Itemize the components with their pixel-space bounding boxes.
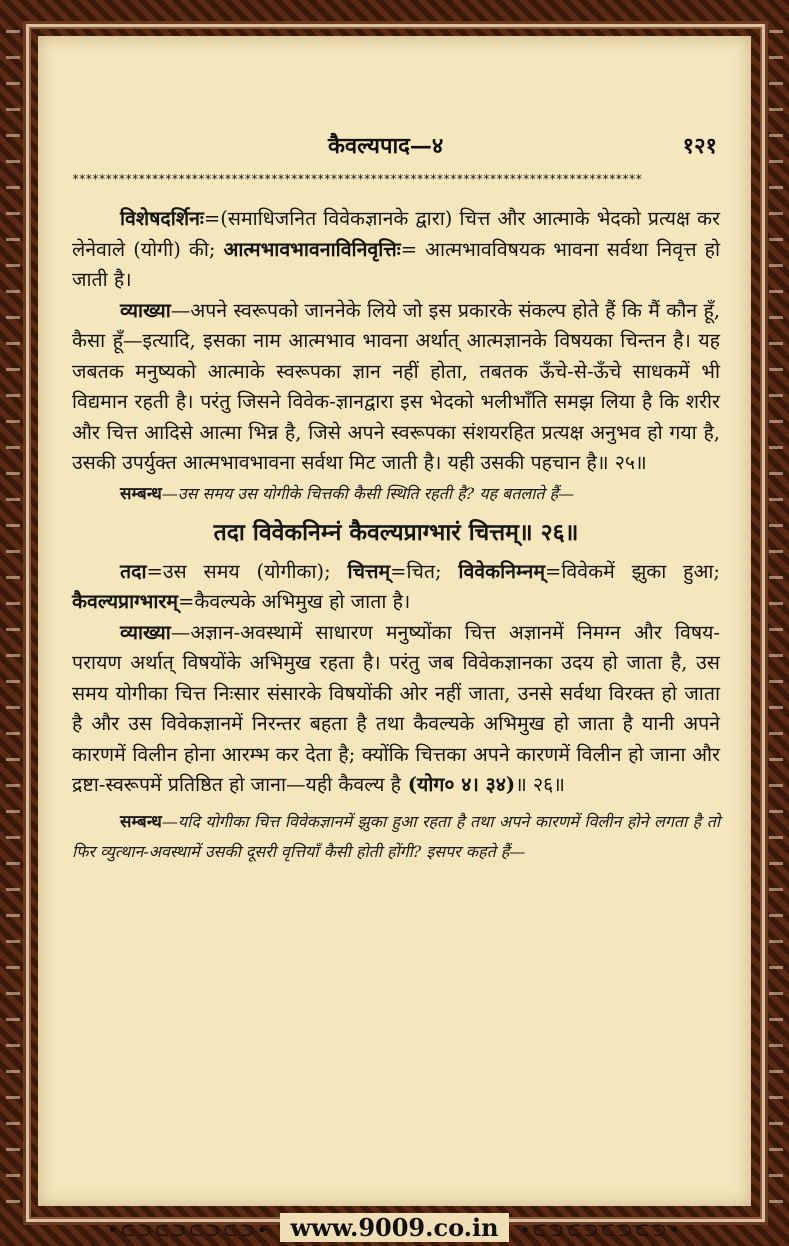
paragraph-definitions-25 bbox=[72, 204, 720, 296]
term: तदा bbox=[120, 559, 147, 583]
page-header bbox=[38, 126, 751, 166]
term: विवेकनिम्नम् bbox=[458, 559, 546, 583]
definition-text: =(समाधिजनित विवेकज्ञानके द्वारा) चित्त और आत्माके भेदको प्रत्यक्ष कर लेनेवाले (योगी) की; bbox=[72, 207, 720, 261]
footer-ornament-right: •⊂⊃⊂⊃⊂⊃⊂⊃• bbox=[519, 1220, 682, 1241]
footer-ornament-left: •⊂⊃⊂⊃⊂⊃⊂⊃• bbox=[107, 1220, 270, 1241]
footer bbox=[0, 1214, 789, 1242]
term: आत्मभावभावनाविनिवृत्तिः bbox=[223, 237, 401, 261]
relation-label: सम्बन्ध bbox=[120, 811, 162, 832]
left-ornament-border bbox=[6, 30, 20, 1216]
term: चित्तम् bbox=[347, 559, 391, 583]
definition-text: =विवेकमें झुका हुआ; bbox=[545, 559, 721, 583]
relation-note-2 bbox=[72, 807, 720, 867]
relation-note-1 bbox=[72, 479, 720, 509]
sutra-26: तदा विवेकनिम्नं कैवल्यप्राग्भारं चित्तम्॥ २६॥ bbox=[213, 518, 579, 546]
commentary-text: —अपने स्वरूपको जाननेके लिये जो इस प्रकारके संकल्प होते हैं कि मैं कौन हूँ, कैसा हूँ—इत्यादि, इसका नाम आत्मभाव भावना अर्थात् आत्मज्ञानके विषयका चिन्तन है। यह जबतक मनुष्यको आत्माके स्वरूपका ज्ञान नहीं होता, तबतक ऊँचे-से-ऊँचे साधकमें भी विद्यमान रहती है। परंतु जिसने विवेक-ज्ञानद्वारा इस भेदको भलीभाँति समझ लिया है कि शरीर और चित्त आदिसे आत्मा भिन्न है, जिसे अपने स्वरूपका संशयरहित प्रत्यक्ष अनुभव हो गया है, उसकी उपर्युक्त आत्मभावभावना सर्वथा मिट जाती है। यही उसकी पहचान है॥ २५॥ bbox=[72, 298, 720, 474]
definition-text: =चित; bbox=[390, 559, 459, 583]
definition-text: =उस समय (योगीका); bbox=[146, 559, 348, 583]
chapter-title: कैवल्यपाद—४ bbox=[328, 133, 444, 159]
book-page bbox=[38, 36, 751, 1206]
relation-text: —उस समय उस योगीके चित्तकी कैसी स्थिति रहती है? यह बतलाते हैं— bbox=[161, 483, 575, 503]
verse-end: ॥ २६॥ bbox=[515, 773, 565, 796]
footer-url-link[interactable]: www.9009.co.in bbox=[280, 1213, 508, 1242]
paragraph-definitions-26 bbox=[72, 557, 720, 618]
commentary-label: व्याख्या bbox=[120, 620, 171, 644]
term: विशेषदर्शिनः bbox=[120, 207, 204, 230]
page-number: १२१ bbox=[682, 133, 717, 159]
definition-text: = आत्मभावविषयक भावना सर्वथा निवृत्त हो जाती है। bbox=[72, 237, 720, 291]
paragraph-commentary-25 bbox=[72, 296, 720, 479]
definition-text: =कैवल्यके अभिमुख हो जाता है। bbox=[178, 590, 411, 613]
reference: (योग० ४। ३४) bbox=[401, 773, 516, 796]
commentary-label: व्याख्या bbox=[120, 298, 171, 322]
paragraph-commentary-26 bbox=[72, 618, 720, 801]
relation-text: —यदि योगीका चित्त विवेकज्ञानमें झुका हुआ रहता है तथा अपने कारणमें विलीन होने लगता है तो फिर व्युत्थान-अवस्थामें उसकी दूसरी वृत्तियाँ कैसी होती होंगी? इसपर कहते हैं— bbox=[72, 811, 720, 861]
term: कैवल्यप्राग्भारम् bbox=[72, 590, 179, 613]
right-ornament-border bbox=[769, 30, 783, 1216]
commentary-text: —अज्ञान-अवस्थामें साधारण मनुष्योंका चित्त अज्ञानमें निमग्न और विषय-परायण अर्थात् विषयोंके अभिमुख रहता है। परंतु जब विवेकज्ञानका उदय हो जाता है, उस समय योगीका चित्त निःसार संसारके विषयोंकी ओर नहीं जाता, उनसे सर्वथा विरक्त हो जाता है और उस विवेकज्ञानमें निरन्तर बहता है तथा कैवल्यके अभिमुख हो जाता है यानी अपने कारणमें विलीन होना आरम्भ कर देता है; क्योंकि चित्तका अपने कारणमें विलीन हो जाना और द्रष्टा-स्वरूपमें प्रतिष्ठित हो जाना—यही कैवल्य है bbox=[72, 620, 720, 796]
page-content bbox=[72, 204, 720, 867]
relation-label: सम्बन्ध bbox=[120, 483, 162, 504]
separator-line: ************************************************************************************** bbox=[72, 172, 642, 186]
